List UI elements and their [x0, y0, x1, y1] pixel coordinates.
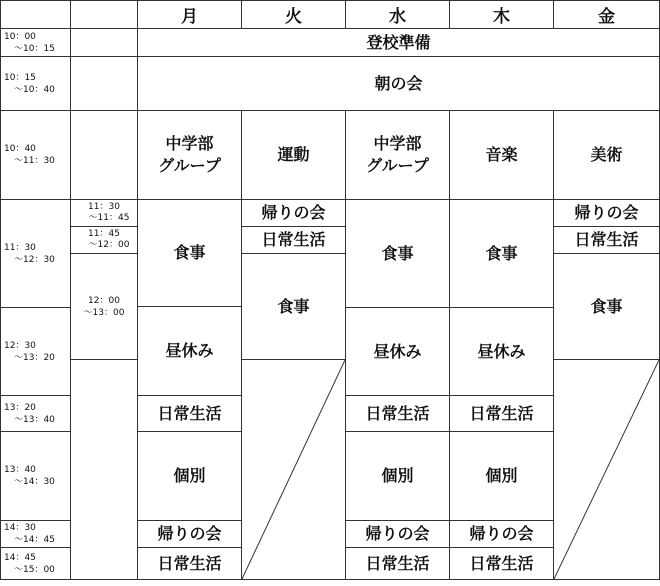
- chugakubu-line1: 中学部: [373, 134, 422, 153]
- chugakubu-line1: 中学部: [165, 134, 214, 153]
- subtime-end: ～11：45: [88, 213, 130, 223]
- diagonal-slash: [242, 360, 345, 579]
- time-start: 11：30: [4, 242, 36, 253]
- activity-wed-chugakubu: [346, 111, 450, 200]
- activity-thu-hiruyasumi: 昼休み: [450, 308, 554, 396]
- subtime-cell: [71, 200, 138, 227]
- fri-no-activity: [554, 360, 660, 580]
- activity-thu-nichijo: 日常生活: [450, 396, 554, 432]
- time-end: ～13：40: [14, 414, 55, 425]
- activity-tue-kaeri: 帰りの会: [242, 200, 346, 227]
- chugakubu-line2: グループ: [158, 156, 221, 175]
- subtime-empty: [71, 29, 138, 57]
- activity-fri-nichijo: 日常生活: [554, 227, 660, 254]
- day-header-fri: 金: [554, 1, 660, 29]
- time-cell: [1, 29, 71, 57]
- activity-wed-nichijo: 日常生活: [346, 396, 450, 432]
- time-cell: [1, 548, 71, 580]
- activity-thu-ongaku: 音楽: [450, 111, 554, 200]
- activity-mon-kobetsu: 個別: [138, 432, 242, 521]
- chugakubu-line2: グループ: [366, 156, 429, 175]
- activity-mon-chugakubu: [138, 111, 242, 200]
- day-header-thu: 木: [450, 1, 554, 29]
- activity-thu-kaeri: 帰りの会: [450, 521, 554, 548]
- corner-cell-2: [71, 1, 138, 29]
- time-end: ～11：30: [14, 156, 55, 166]
- activity-asa: 朝の会: [138, 57, 660, 111]
- subtime-empty: [71, 57, 138, 111]
- time-cell: [1, 57, 71, 111]
- time-end: ～10：15: [14, 43, 55, 54]
- time-end: ～15：00: [14, 564, 55, 575]
- activity-fri-shokuji: 食事: [554, 254, 660, 360]
- activity-fri-kaeri: 帰りの会: [554, 200, 660, 227]
- activity-wed-kobetsu: 個別: [346, 432, 450, 521]
- subtime-start: 12：00: [88, 295, 120, 306]
- time-start: 10：40: [4, 144, 36, 154]
- subtime-end: ～13：00: [83, 307, 125, 318]
- time-end: ～12：30: [14, 254, 55, 265]
- time-start: 12：30: [4, 340, 36, 351]
- time-start: 13：40: [4, 465, 36, 475]
- activity-mon-hiruyasumi: 昼休み: [138, 307, 242, 396]
- activity-mon-nichijo: 日常生活: [138, 548, 242, 580]
- tue-no-activity: [242, 360, 346, 580]
- time-end: ～10：40: [14, 84, 55, 95]
- time-start: 10：00: [4, 31, 36, 42]
- day-header-tue: 火: [242, 1, 346, 29]
- activity-thu-nichijo: 日常生活: [450, 548, 554, 580]
- time-start: 10：15: [4, 72, 36, 83]
- activity-thu-shokuji: 食事: [450, 200, 554, 308]
- time-start: 14：30: [4, 523, 36, 533]
- activity-tue-shokuji: 食事: [242, 254, 346, 360]
- time-cell: [1, 200, 71, 308]
- time-start: 14：45: [4, 552, 36, 563]
- subtime-empty: [71, 360, 138, 580]
- time-cell: [1, 308, 71, 396]
- time-end: ～14：45: [14, 535, 55, 545]
- activity-wed-hiruyasumi: 昼休み: [346, 308, 450, 396]
- activity-wed-nichijo: 日常生活: [346, 548, 450, 580]
- time-end: ～13：20: [14, 352, 55, 363]
- time-cell: [1, 521, 71, 548]
- activity-mon-nichijo: 日常生活: [138, 396, 242, 432]
- time-start: 13：20: [4, 402, 36, 413]
- activity-wed-kaeri: 帰りの会: [346, 521, 450, 548]
- time-end: ～14：30: [14, 477, 55, 487]
- activity-tue-nichijo: 日常生活: [242, 227, 346, 254]
- subtime-start: 11：45: [88, 229, 120, 239]
- activity-tue-undou: 運動: [242, 111, 346, 200]
- activity-thu-kobetsu: 個別: [450, 432, 554, 521]
- time-cell: [1, 396, 71, 432]
- activity-tokou: 登校準備: [138, 29, 660, 57]
- subtime-cell: [71, 227, 138, 254]
- time-cell: [1, 432, 71, 521]
- activity-wed-shokuji: 食事: [346, 200, 450, 308]
- subtime-empty: [71, 111, 138, 200]
- diagonal-slash: [554, 360, 659, 579]
- header-row: [1, 1, 660, 29]
- activity-fri-bijutsu: 美術: [554, 111, 660, 200]
- time-cell: [1, 111, 71, 200]
- corner-cell: [1, 1, 71, 29]
- subtime-cell: [71, 254, 138, 360]
- activity-mon-shokuji: 食事: [138, 200, 242, 307]
- subtime-end: ～12：00: [88, 240, 130, 250]
- subtime-start: 11：30: [88, 202, 120, 212]
- activity-mon-kaeri: 帰りの会: [138, 521, 242, 548]
- day-header-wed: 水: [346, 1, 450, 29]
- day-header-mon: 月: [138, 1, 242, 29]
